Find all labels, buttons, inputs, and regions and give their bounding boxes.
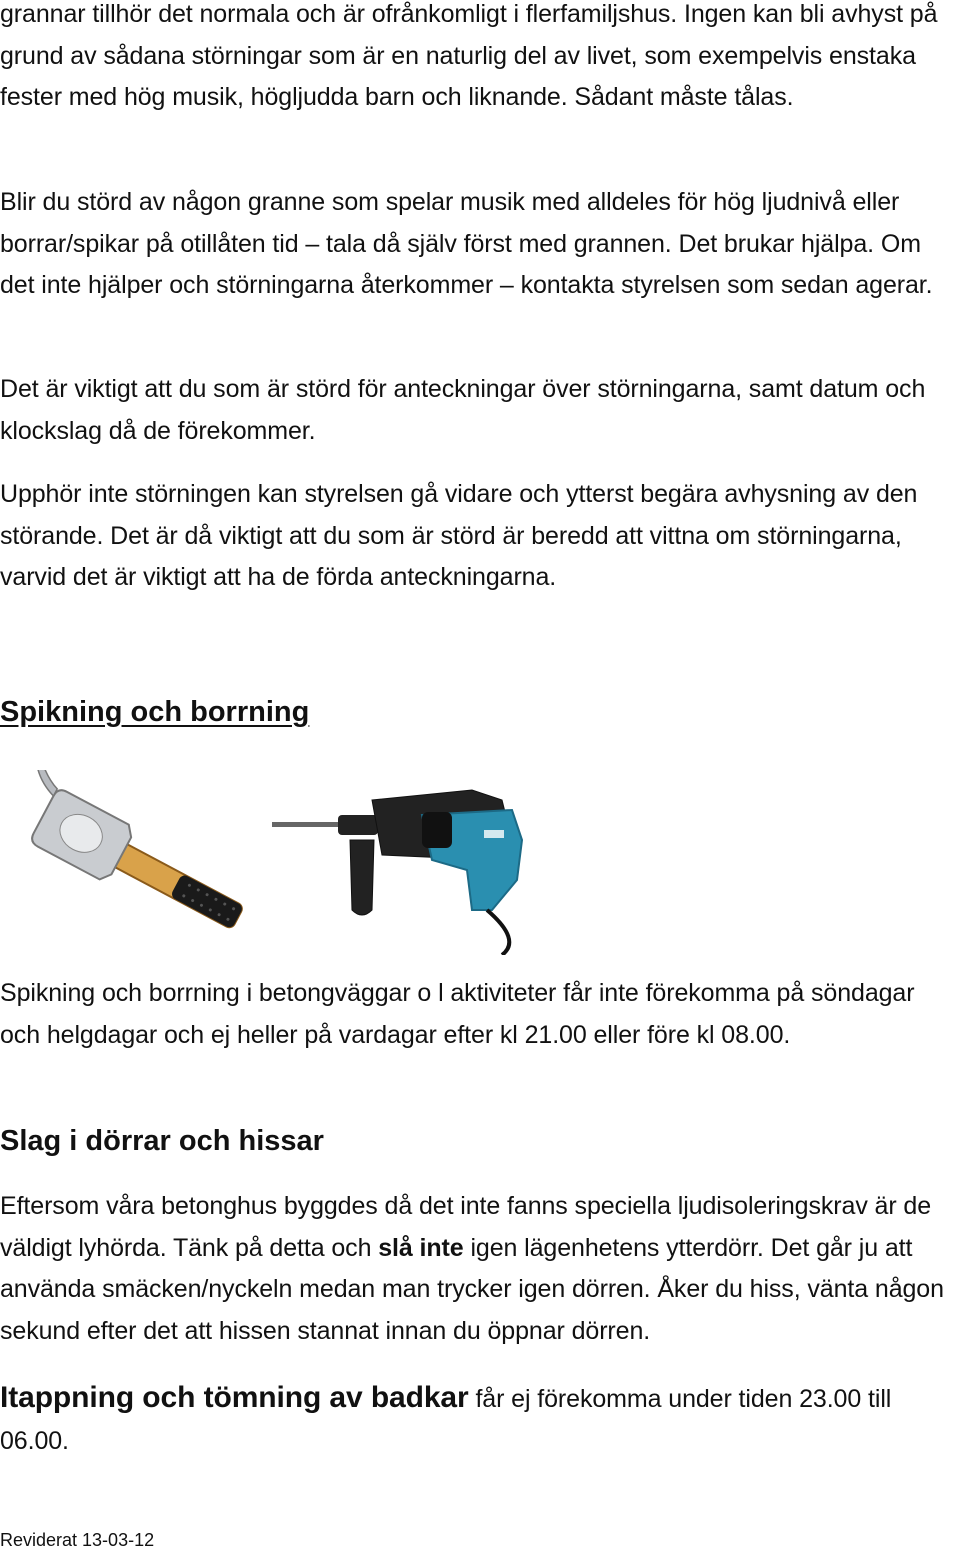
itappning-text	[0, 1377, 960, 1462]
intro-paragraph-3: Det är viktigt att du som är störd för anteckningar över störningarna, samt datum och klockslag då de förekommer.	[0, 375, 926, 445]
slag-text	[0, 1186, 960, 1352]
intro-paragraph-2: Blir du störd av någon granne som spelar musik med alldeles för hög ljudnivå eller borrar/spikar på otillåten tid – tala då själv först med grannen. Det brukar hjälpa. Om det inte hjälper och störningarna återkommer – kontakta styrelsen som sedan agerar.	[0, 188, 933, 300]
spikning-text: Spikning och borrning i betongväggar o l aktiviteter får inte förekomma på söndagar och helgdagar och ej heller på vardagar efter kl 21.00 eller före kl 08.00.	[0, 979, 915, 1049]
revision-footer: Reviderat 13-03-12	[0, 1530, 155, 1550]
itappning-bold: Itappning och tömning av badkar	[0, 1381, 469, 1414]
hammer-image	[0, 770, 270, 950]
slag-text-bold: slå inte	[378, 1233, 464, 1262]
heading-slag: Slag i dörrar och hissar	[0, 1125, 324, 1157]
itappning-rest: får ej förekomma under tiden 23.00 till 06.00.	[0, 1385, 892, 1455]
slag-text-a: Eftersom våra betonghus byggdes då det inte fanns speciella ljudisoleringskrav är de väldigt lyhörda. Tänk på detta och	[0, 1192, 932, 1262]
slag-text-b: igen lägenhetens ytterdörr. Det går ju att använda smäcken/nyckeln medan man trycker igen dörren. Åker du hiss, vänta någon sekund efter det att hissen stannat innan du öppnar dörren.	[0, 1233, 944, 1345]
intro-paragraph-4: Upphör inte störningen kan styrelsen gå vidare och ytterst begära avhysning av den störande. Det är då viktigt att du som är störd är beredd att vittna om störningarna, varvid det är viktigt att ha de förda anteckningarna.	[0, 480, 918, 592]
heading-spikning: Spikning och borrning	[0, 696, 310, 728]
tool-illustrations	[0, 770, 540, 955]
intro-paragraph-1: grannar tillhör det normala och är ofrånkomligt i flerfamiljshus. Ingen kan bli avhyst på grund av sådana störningar som är en naturlig del av livet, som exempelvis enstaka fester med hög musik, högljudda barn och liknande. Sådant måste tålas.	[0, 0, 938, 112]
drill-image	[272, 770, 532, 955]
